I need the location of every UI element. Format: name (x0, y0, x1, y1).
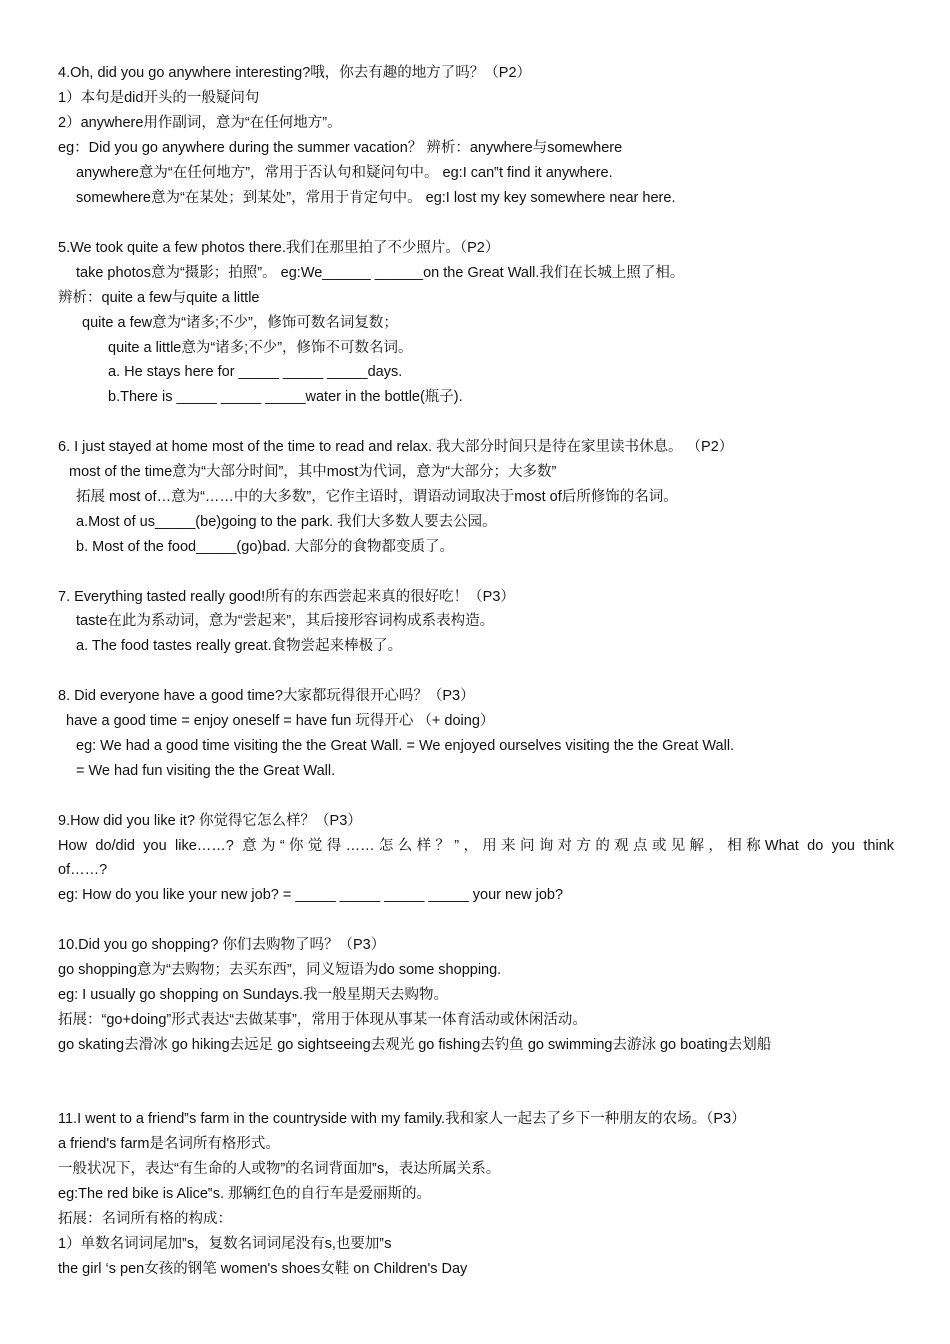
point-4-example: eg：Did you go anywhere during the summer vacation？ 辨析：anywhere与somewhere (58, 140, 623, 156)
most-of-extension: 拓展 most of…意为“……中的大多数”，它作主语时，谓语动词取决于most of后所修饰的名词。 (76, 489, 678, 505)
take-photos-explanation: take photos意为“摄影；拍照”。 eg:We______ ______on the Great Wall.我们在长城上照了相。 (76, 265, 685, 281)
point-4-heading: 4.Oh, did you go anywhere interesting?哦，你去有趣的地方了吗？（P2） (58, 65, 532, 81)
go-doing-examples: go skating去滑冰 go hiking去远足 go sightseeing去观光 go fishing去钓鱼 go swimming去游泳 go boating去划船 (58, 1037, 772, 1053)
possessive-rule: 一般状况下，表达“有生命的人或物”的名词背面加‟s，表达所属关系。 (58, 1161, 501, 1177)
exercise-5b: b.There is _____ _____ _____water in the bottle(瓶子). (108, 389, 463, 405)
point-10-heading: 10.Did you go shopping? 你们去购物了吗？（P3） (58, 937, 386, 953)
somewhere-explanation: somewhere意为“在某处；到某处”，常用于肯定句中。 eg:I lost my key somewhere near here. (76, 190, 676, 206)
possessive-rule-1: 1）单数名词词尾加‟s，复数名词词尾没有s,也要加‟s (58, 1236, 392, 1252)
point-7-example: a. The food tastes really great.食物尝起来棒极了。 (76, 638, 403, 654)
possessive-note: a friend's farm是名词所有格形式。 (58, 1136, 280, 1152)
anywhere-explanation: anywhere意为“在任何地方”，常用于否认句和疑问句中。 eg:I can‟t find it anywhere. (76, 165, 613, 181)
quite-a-few-explanation: quite a few意为“诸多;不少”，修饰可数名词复数； (82, 315, 398, 331)
exercise-6a: a.Most of us_____(be)going to the park. 我们大多数人要去公园。 (76, 514, 497, 530)
point-9-example: eg: How do you like your new job? = _____ _____ _____ _____ your new job? (58, 887, 564, 903)
point-11-heading: 11.I went to a friend‟s farm in the countryside with my family.我和家人一起去了乡下一种朋友的农场。（P3） (58, 1111, 746, 1127)
point-11-example: eg:The red bike is Alice‟s. 那辆红色的自行车是爱丽斯的。 (58, 1186, 432, 1202)
how-do-you-like-explanation-cont: of……? (58, 862, 108, 878)
point-8-example-cont: = We had fun visiting the the Great Wall. (76, 763, 336, 779)
go-doing-extension: 拓展：“go+doing”形式表达“去做某事”，常用于体现从事某一体育活动或休闲活动。 (58, 1012, 587, 1028)
how-do-you-like-explanation: How do/did you like……? 意为“你觉得……怎么样？”，用来问询对方的观点或见解，相称What do you think (58, 838, 894, 854)
point-5-heading: 5.We took quite a few photos there.我们在那里拍了不少照片。（P2） (58, 240, 500, 256)
point-6-heading: 6. I just stayed at home most of the time to read and relax. 我大部分时间只是待在家里读书休息。 （P2） (58, 439, 734, 455)
exercise-6b: b. Most of the food_____(go)bad. 大部分的食物都变质了。 (76, 539, 454, 555)
point-8-heading: 8. Did everyone have a good time?大家都玩得很开心吗？（P3） (58, 688, 475, 704)
point-5-comparison: 辨析：quite a few与quite a little (58, 290, 260, 306)
possessive-examples: the girl ‘s pen女孩的钢笔 women's shoes女鞋 on Children's Day (58, 1261, 468, 1277)
quite-a-little-explanation: quite a little意为“诸多;不少”，修饰不可数名词。 (108, 340, 413, 356)
taste-explanation: taste在此为系动词，意为“尝起来”，其后接形容词构成系表构造。 (76, 613, 495, 629)
point-4-note-2: 2）anywhere用作副词，意为“在任何地方”。 (58, 115, 342, 131)
point-4-note-1: 1）本句是did开头的一般疑问句 (58, 90, 260, 106)
most-of-the-time-explanation: most of the time意为“大部分时间”，其中most为代词，意为“大部分；大多数” (69, 464, 557, 480)
go-shopping-explanation: go shopping意为“去购物；去买东西”，同义短语为do some shopping. (58, 962, 502, 978)
point-8-example: eg: We had a good time visiting the the Great Wall. = We enjoyed ourselves visiting the the Great Wall. (76, 738, 735, 754)
good-time-equivalents: have a good time = enjoy oneself = have fun 玩得开心 （+ doing） (66, 713, 495, 729)
possessive-extension: 拓展：名词所有格的构成： (58, 1211, 232, 1227)
point-10-example: eg: I usually go shopping on Sundays.我一般星期天去购物。 (58, 987, 449, 1003)
point-7-heading: 7. Everything tasted really good!所有的东西尝起来真的很好吃！（P3） (58, 589, 515, 605)
point-9-heading: 9.How did you like it? 你觉得它怎么样？（P3） (58, 813, 362, 829)
exercise-5a: a. He stays here for _____ _____ _____days. (108, 364, 403, 380)
